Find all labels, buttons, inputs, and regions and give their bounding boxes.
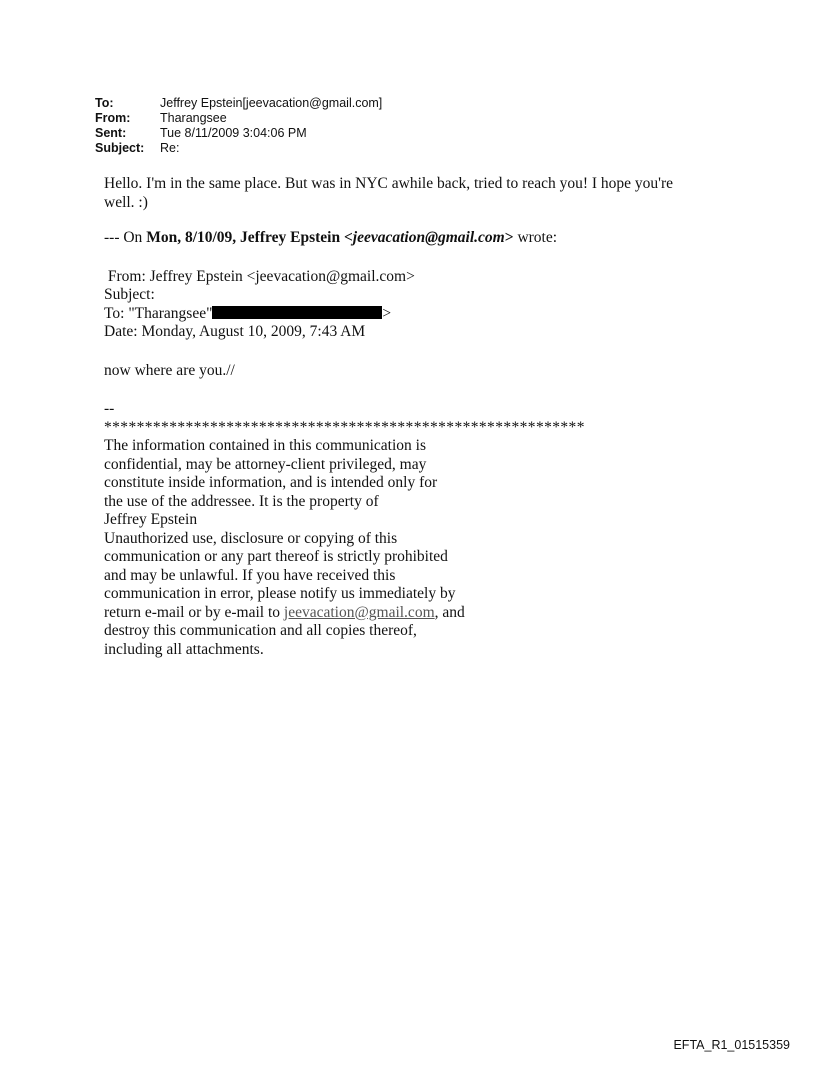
quoted-subject: Subject: bbox=[104, 286, 155, 303]
disclaimer-line: Unauthorized use, disclosure or copying of this bbox=[104, 529, 398, 547]
quote-intro-prefix: --- On bbox=[104, 229, 147, 246]
sent-label: Sent: bbox=[95, 126, 127, 140]
from-value: Tharangsee bbox=[160, 111, 227, 125]
quoted-to bbox=[104, 305, 704, 324]
redaction-block bbox=[212, 306, 382, 319]
quote-intro bbox=[104, 229, 704, 248]
return-suffix: , and bbox=[434, 603, 465, 621]
header-to-row bbox=[95, 96, 382, 111]
quoted-to-suffix: > bbox=[382, 304, 392, 322]
disclaimer-return-line bbox=[104, 604, 704, 623]
disclaimer-line: including all attachments. bbox=[104, 640, 264, 658]
disclaimer-line: constitute inside information, and is intended only for bbox=[104, 474, 438, 491]
quoted-to-prefix: To: "Tharangsee" bbox=[104, 304, 213, 322]
quote-intro-suffix: wrote: bbox=[513, 229, 558, 246]
disclaimer-line: destroy this communication and all copies thereof, bbox=[104, 622, 417, 639]
reply-line-2: well. :) bbox=[104, 193, 148, 211]
from-label: From: bbox=[95, 111, 131, 125]
quote-intro-date: Mon, 8/10/09, Jeffrey Epstein < bbox=[146, 229, 353, 246]
email-body bbox=[104, 175, 704, 659]
signature-stars: *********************************************************** bbox=[104, 418, 585, 436]
quote-intro-close: > bbox=[504, 229, 514, 246]
disclaimer-line: confidential, may be attorney-client privileged, may bbox=[104, 455, 427, 473]
to-label: To: bbox=[95, 96, 114, 110]
subject-label: Subject: bbox=[95, 141, 145, 155]
subject-value: Re: bbox=[160, 141, 180, 155]
disclaimer-line: communication or any part thereof is strictly prohibited bbox=[104, 548, 448, 565]
header-sent-row bbox=[95, 126, 382, 141]
reply-line-1: Hello. I'm in the same place. But was in NYC awhile back, tried to reach you! I hope you're bbox=[104, 175, 674, 192]
quoted-message: now where are you.// bbox=[104, 361, 235, 379]
header-subject-row bbox=[95, 141, 382, 156]
email-header bbox=[95, 96, 382, 156]
disclaimer-line: the use of the addressee. It is the property of bbox=[104, 492, 379, 510]
disclaimer-line: communication in error, please notify us immediately by bbox=[104, 585, 456, 602]
quote-intro-email: jeevacation@gmail.com bbox=[352, 229, 505, 246]
document-id: EFTA_R1_01515359 bbox=[673, 1038, 790, 1052]
quoted-date: Date: Monday, August 10, 2009, 7:43 AM bbox=[104, 323, 366, 340]
disclaimer-line: Jeffrey Epstein bbox=[104, 511, 198, 528]
disclaimer-line: and may be unlawful. If you have received this bbox=[104, 566, 396, 584]
return-prefix: return e-mail or by e-mail to bbox=[104, 603, 284, 621]
signature-dash: -- bbox=[104, 400, 115, 417]
quoted-from: From: Jeffrey Epstein <jeevacation@gmail.com> bbox=[104, 267, 415, 285]
disclaimer-line: The information contained in this communication is bbox=[104, 437, 426, 454]
to-value: Jeffrey Epstein[jeevacation@gmail.com] bbox=[160, 96, 383, 110]
sent-value: Tue 8/11/2009 3:04:06 PM bbox=[160, 126, 307, 140]
email-link[interactable]: jeevacation@gmail.com bbox=[283, 603, 435, 621]
header-from-row bbox=[95, 111, 382, 126]
